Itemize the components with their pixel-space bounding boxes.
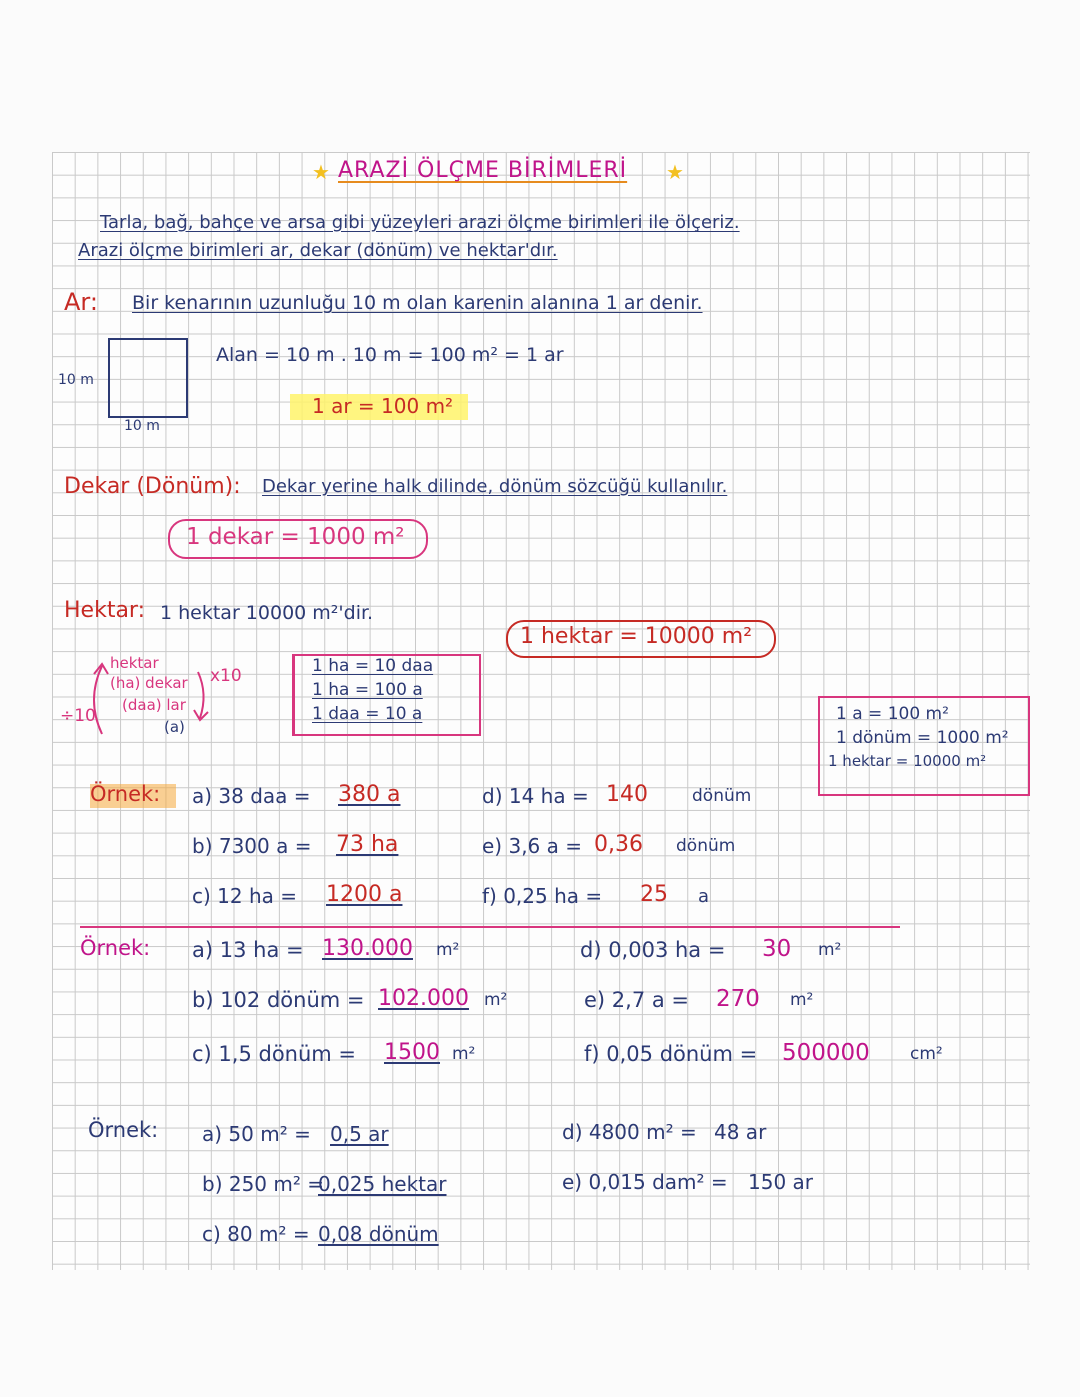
ornek2-unit: m² — [484, 990, 508, 1010]
ladder-down-label: x10 — [210, 666, 242, 686]
ar-area-formula: Alan = 10 m . 10 m = 100 m² = 1 ar — [216, 344, 564, 366]
ornek1-question: d) 14 ha = — [482, 784, 589, 808]
hektar-boxed-definition: 1 hektar = 10000 m² — [520, 624, 753, 649]
intro-line-1: Tarla, bağ, bahçe ve arsa gibi yüzeyleri arazi ölçme birimleri ile ölçeriz. — [100, 212, 740, 233]
dekar-definition: Dekar yerine halk dilinde, dönüm sözcüğü kullanılır. — [262, 476, 728, 497]
ornek2-question: b) 102 dönüm = — [192, 988, 365, 1012]
ornek1-question: f) 0,25 ha = — [482, 884, 603, 908]
relation-2: 1 ha = 100 a — [312, 680, 423, 700]
page-title: ARAZİ ÖLÇME BİRİMLERİ — [338, 158, 628, 183]
dekar-label: Dekar (Dönüm): — [64, 474, 241, 499]
square-diagram — [108, 338, 188, 418]
ar-label: Ar: — [64, 288, 98, 316]
relation-1: 1 ha = 10 daa — [312, 656, 434, 676]
ornek3-question: d) 4800 m² = — [562, 1120, 697, 1144]
ladder-dekar: (ha) dekar — [110, 674, 188, 692]
ornek1-answer: 1200 a — [326, 882, 403, 907]
hektar-label: Hektar: — [64, 598, 145, 623]
ornek2-unit: m² — [452, 1044, 476, 1064]
summary-1: 1 a = 100 m² — [836, 704, 949, 724]
down-arrow-icon — [190, 668, 220, 728]
star-icon: ★ — [312, 160, 330, 184]
side-left-label: 10 m — [58, 372, 94, 388]
ornek3-question: b) 250 m² = — [202, 1172, 325, 1196]
ornek3-label: Örnek: — [88, 1118, 159, 1142]
ornek2-label: Örnek: — [80, 936, 151, 960]
ar-definition: Bir kenarının uzunluğu 10 m olan karenin alanına 1 ar denir. — [132, 292, 703, 314]
summary-2: 1 dönüm = 1000 m² — [836, 728, 1009, 748]
ornek3-question: a) 50 m² = — [202, 1122, 311, 1146]
summary-3: 1 hektar = 10000 m² — [828, 752, 987, 770]
relation-3: 1 daa = 10 a — [312, 704, 423, 724]
ornek2-answer: 102.000 — [378, 986, 469, 1011]
ornek3-answer: 0,08 dönüm — [318, 1222, 439, 1246]
ladder-up-label: ÷10 — [60, 706, 96, 726]
ornek1-answer: 73 ha — [336, 832, 399, 857]
ladder-ar: (daa) lar — [122, 696, 186, 714]
ornek1-answer: 0,36 — [594, 832, 643, 857]
ornek2-unit: cm² — [910, 1044, 943, 1064]
ornek2-unit: m² — [436, 940, 460, 960]
ornek1-unit: dönüm — [692, 786, 752, 806]
ornek2-answer: 270 — [716, 986, 760, 1012]
ornek1-answer: 140 — [606, 782, 648, 807]
star-icon: ★ — [666, 160, 684, 184]
ornek1-question: a) 38 daa = — [192, 784, 311, 808]
ornek3-answer: 150 ar — [748, 1170, 814, 1194]
intro-line-2: Arazi ölçme birimleri ar, dekar (dönüm) ve hektar'dır. — [78, 240, 558, 261]
ornek2-question: c) 1,5 dönüm = — [192, 1042, 357, 1066]
ornek1-unit: dönüm — [676, 836, 736, 856]
ornek3-answer: 0,5 ar — [330, 1122, 389, 1146]
ornek2-answer: 1500 — [384, 1040, 440, 1065]
ornek3-answer: 48 ar — [714, 1120, 767, 1144]
ornek2-answer: 130.000 — [322, 936, 413, 961]
ornek1-question: e) 3,6 a = — [482, 834, 582, 858]
ornek2-question: e) 2,7 a = — [584, 988, 689, 1012]
ornek1-answer: 380 a — [338, 782, 401, 807]
ladder-hektar: hektar — [110, 654, 159, 672]
ornek2-question: a) 13 ha = — [192, 938, 304, 962]
ornek3-answer: 0,025 hektar — [318, 1172, 447, 1196]
hektar-definition: 1 hektar 10000 m²'dir. — [160, 602, 374, 624]
ornek1-answer: 25 — [640, 882, 668, 907]
ornek1-question: c) 12 ha = — [192, 884, 298, 908]
ornek2-answer: 30 — [762, 936, 792, 962]
ornek2-answer: 500000 — [782, 1040, 870, 1066]
divider — [80, 926, 900, 928]
ornek1-question: b) 7300 a = — [192, 834, 312, 858]
ornek2-question: f) 0,05 dönüm = — [584, 1042, 758, 1066]
ladder-a: (a) — [164, 718, 185, 736]
ornek1-unit: a — [698, 886, 710, 907]
dekar-boxed-definition: 1 dekar = 1000 m² — [186, 524, 405, 550]
ar-boxed-definition: 1 ar = 100 m² — [312, 394, 454, 418]
ornek1-label: Örnek: — [90, 782, 161, 806]
ornek3-question: c) 80 m² = — [202, 1222, 310, 1246]
up-arrow-icon — [80, 660, 120, 740]
ornek2-unit: m² — [790, 990, 814, 1010]
ornek3-question: e) 0,015 dam² = — [562, 1170, 728, 1194]
ornek2-unit: m² — [818, 940, 842, 960]
ornek2-question: d) 0,003 ha = — [580, 938, 726, 962]
side-bottom-label: 10 m — [124, 418, 160, 434]
